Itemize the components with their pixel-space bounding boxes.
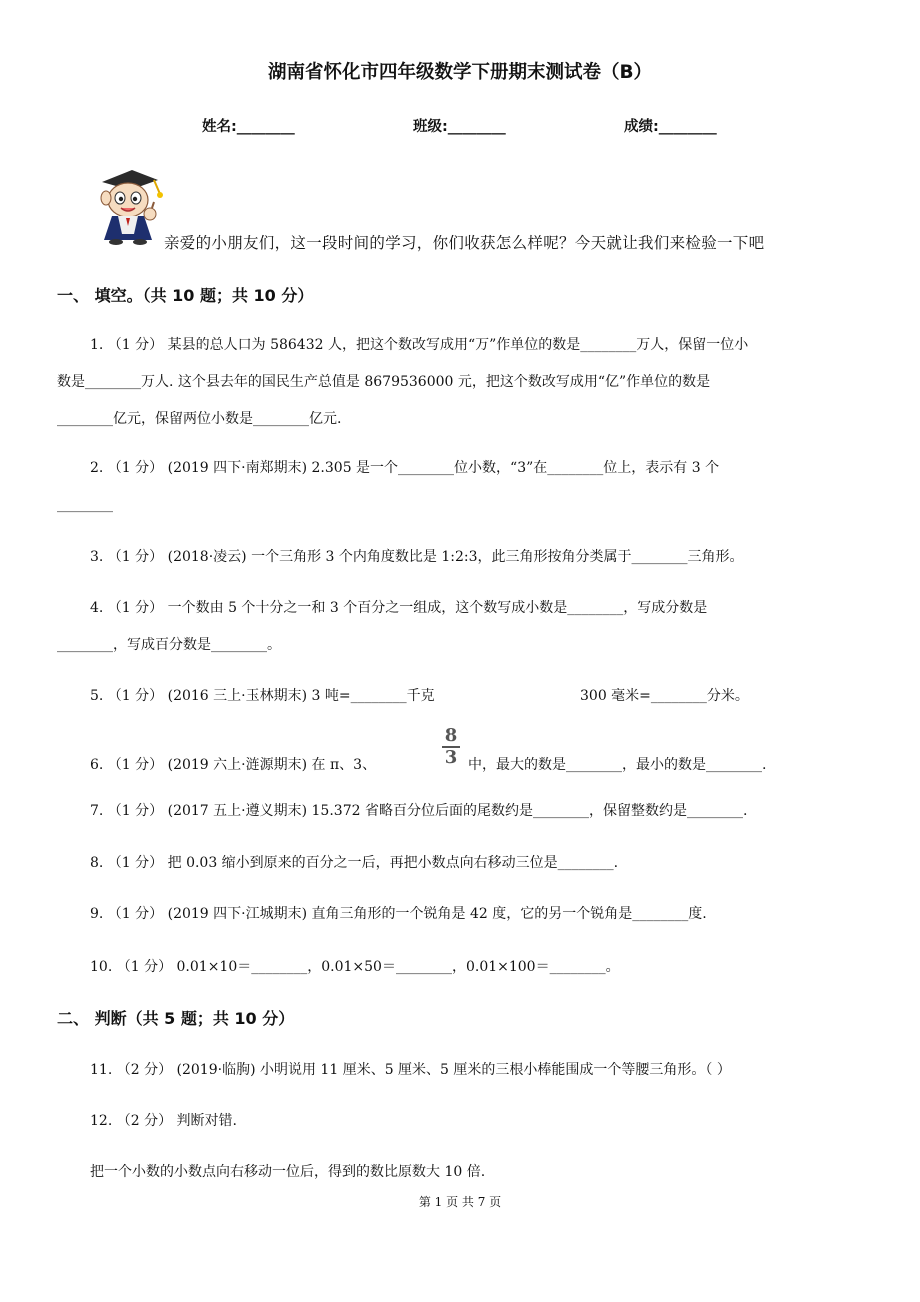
question-7: 7. （1 分） (2017 五上·遵义期末) 15.372 省略百分位后面的尾数约是________，保留整数约是________.	[90, 803, 748, 819]
question-4-line-2: ________，写成百分数是________。	[57, 637, 281, 653]
question-4-line-1: 4. （1 分） 一个数由 5 个十分之一和 3 个百分之一组成，这个数写成小数是________，写成分数是	[90, 600, 708, 616]
question-12-statement: 把一个小数的小数点向右移动一位后，得到的数比原数大 10 倍.	[90, 1164, 486, 1180]
section-2-heading: 二、 判断（共 5 题；共 10 分）	[57, 1009, 295, 1028]
name-field: 姓名:________	[202, 119, 295, 135]
question-6-part-b: 中，最大的数是________，最小的数是________.	[468, 757, 767, 773]
question-2-line-1: 2. （1 分） (2019 四下·南郑期末) 2.305 是一个________位小数，“3”在________位上，表示有 3 个	[90, 460, 720, 476]
question-6-part-a: 6. （1 分） (2019 六上·涟源期末) 在 π、3、	[90, 757, 377, 773]
section-1-heading: 一、 填空。（共 10 题；共 10 分）	[57, 286, 314, 305]
question-5-part-a: 5. （1 分） (2016 三上·玉林期末) 3 吨=________千克	[90, 688, 435, 704]
mascot-icon	[92, 168, 168, 246]
question-5-part-b: 300 毫米=________分米。	[580, 688, 749, 704]
question-1-line-3: ________亿元，保留两位小数是________亿元.	[57, 411, 342, 427]
question-9: 9. （1 分） (2019 四下·江城期末) 直角三角形的一个锐角是 42 度，它的另一个锐角是________度.	[90, 906, 707, 922]
fraction-denominator: 3	[444, 747, 458, 768]
page-title: 湖南省怀化市四年级数学下册期末测试卷（B）	[267, 62, 653, 83]
question-8: 8. （1 分） 把 0.03 缩小到原来的百分之一后，再把小数点向右移动三位是________.	[90, 855, 619, 871]
question-12: 12. （2 分） 判断对错.	[90, 1113, 237, 1129]
fraction-eight-thirds	[440, 727, 462, 767]
question-10: 10. （1 分） 0.01×10＝________，0.01×50＝________，0.01×100＝________。	[90, 959, 620, 975]
question-11: 11. （2 分） (2019·临朐) 小明说用 11 厘米、5 厘米、5 厘米的三根小棒能围成一个等腰三角形。（ ）	[90, 1062, 731, 1078]
question-2-line-2: ________	[57, 497, 113, 513]
page-footer: 第 1 页 共 7 页	[418, 1195, 502, 1209]
question-3: 3. （1 分） (2018·凌云) 一个三角形 3 个内角度数比是 1:2:3，此三角形按角分类属于________三角形。	[90, 549, 744, 565]
fraction-numerator: 8	[444, 725, 458, 746]
question-1-line-2: 数是________万人. 这个县去年的国民生产总值是 8679536000 元，把这个数改写成用“亿”作单位的数是	[57, 374, 711, 390]
question-1-line-1: 1. （1 分） 某县的总人口为 586432 人，把这个数改写成用“万”作单位的数是________万人，保留一位小	[90, 337, 749, 353]
score-field: 成绩:________	[624, 119, 717, 135]
class-field: 班级:________	[413, 119, 506, 135]
greeting-text: 亲爱的小朋友们，这一段时间的学习，你们收获怎么样呢？今天就让我们来检验一下吧	[164, 234, 765, 252]
